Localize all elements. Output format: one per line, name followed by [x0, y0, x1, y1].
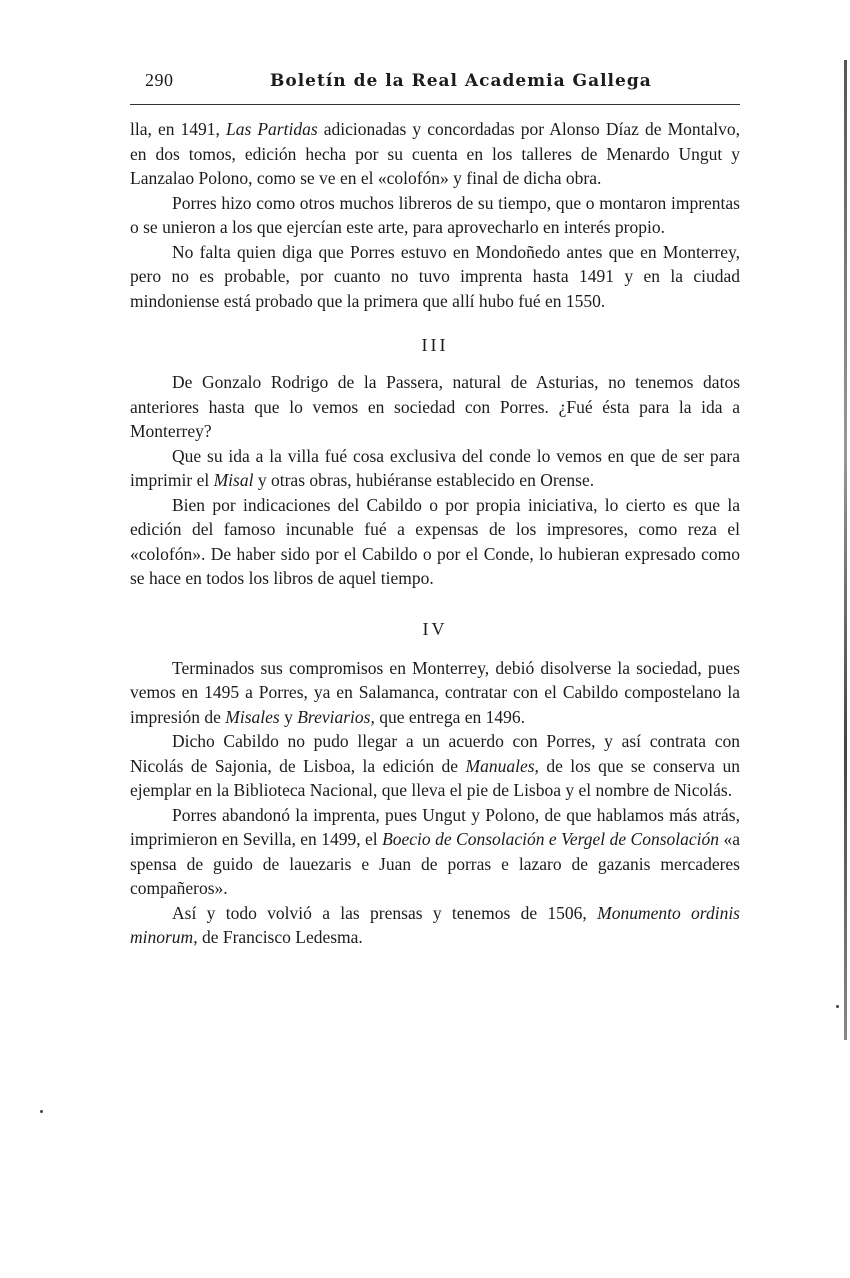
book-title: Misal	[213, 470, 254, 490]
page-header	[130, 70, 740, 105]
paragraph-text: de Francisco Ledesma.	[197, 927, 363, 947]
paragraph-text: de los que se conserva un ejemplar en la Biblioteca Nacional, que lleva el pie de Lisboa y el nombre de Nicolás.	[130, 755, 740, 800]
paragraph: De Gonzalo Rodrigo de la Passera, natural de Asturias, no tenemos datos anteriores hasta que lo vemos en sociedad con Porres. ¿Fué ésta para la ida a Monterrey?	[130, 372, 740, 441]
paragraph	[130, 117, 740, 191]
paragraph-text: Porres abandonó la imprenta, pues Ungut y Polono, de que hablamos más atrás, imprimieron en Sevilla, en 1499, el	[130, 804, 740, 849]
scan-speck	[40, 1110, 43, 1113]
page-number: 290	[145, 70, 174, 90]
paragraph	[130, 656, 740, 730]
paragraph-text: Así y todo volvió a las prensas y tenemos de 1506,	[172, 902, 598, 923]
book-title: Boecio de Consolación e Vergel de Consolación	[382, 829, 720, 849]
running-title: Boletín de la Real Academia Gallega	[270, 71, 652, 91]
paragraph: No falta quien diga que Porres estuvo en Mondoñedo antes que en Monterrey, pero no es probable, por cuanto no tuvo imprenta hasta 1491 y en la ciudad mindoniense está probado que la primera que allí hubo fué en 1550.	[130, 241, 740, 311]
book-title: Manuales,	[465, 755, 539, 776]
section-heading-iii: III	[421, 335, 449, 355]
paragraph	[130, 803, 740, 901]
scan-speck	[836, 1005, 839, 1008]
paragraph-text: Terminados sus compromisos en Monterrey, debió disolverse la sociedad, pues vemos en 1495 a Porres, ya en Salamanca, contratar con el Cabildo compostelano la impresión de	[130, 657, 740, 727]
paragraph	[130, 729, 740, 803]
paragraph-text: adicionadas y concordadas por Alonso Díaz de Montalvo, en dos tomos, edición hecha por su cuenta en los talleres de Menardo Ungut y Lanzalao Polono, como se ve en el «colofón» y final de dicha obra.	[130, 119, 740, 188]
paragraph-text: Dicho Cabildo no pudo llegar a un acuerdo con Porres, y así contrata con Nicolás de Sajonia, de Lisboa, la edición de	[130, 731, 740, 776]
paragraph-text: y	[279, 706, 298, 727]
section-heading-iv: IV	[422, 618, 448, 639]
paragraph-text: que entrega en 1496.	[374, 706, 525, 727]
scan-edge-shadow	[844, 60, 847, 1040]
paragraph-text: «a spensa de guido de lauezaris e Juan de porras e lazaro de gazanis mercaderes compañeros».	[130, 829, 740, 898]
book-title: Misales	[225, 706, 280, 727]
paragraph: Bien por indicaciones del Cabildo o por propia iniciativa, lo cierto es que la edición del famoso incunable fué a expensas de los impresores, como reza el «colofón». De haber sido por el Cabildo o por el Conde, lo hubieran expresado como se hace en todos los libros de aquel tiempo.	[130, 494, 740, 588]
book-title: Monumento ordinis minorum,	[130, 902, 740, 947]
paragraph: Porres hizo como otros muchos libreros de su tiempo, que o montaron imprentas o se unieron a los que ejercían este arte, para aprovecharlo en interés propio.	[130, 192, 740, 237]
book-title: Las Partidas	[226, 119, 318, 139]
paragraph	[130, 901, 740, 950]
paragraph-text: lla, en 1491,	[130, 119, 226, 139]
paragraph-text: y otras obras, hubiéranse establecido en Orense.	[253, 470, 595, 490]
body-text	[130, 117, 740, 950]
paragraph-text: Que su ida a la villa fué cosa exclusiva del conde lo vemos en que de ser para imprimir el	[130, 445, 740, 490]
book-title: Breviarios,	[297, 706, 375, 727]
book-page	[130, 70, 740, 950]
paragraph	[130, 444, 740, 493]
